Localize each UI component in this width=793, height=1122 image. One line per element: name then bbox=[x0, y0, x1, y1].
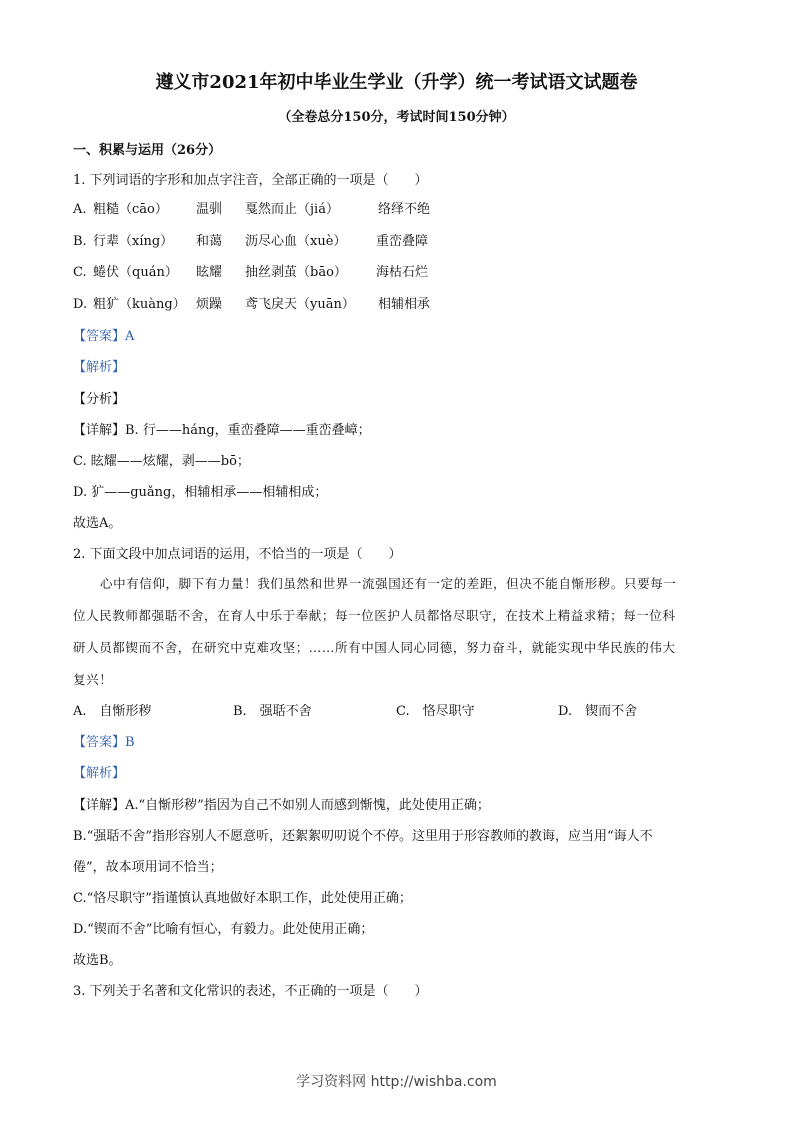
q2-conclusion: 故选B。 bbox=[73, 953, 122, 968]
option-word: 戛然而止（jiá） bbox=[245, 202, 339, 217]
option-word: 烦躁 bbox=[196, 297, 223, 312]
question-1-stem: 1. 下列词语的字形和加点字注音，全部正确的一项是（ ） bbox=[73, 173, 428, 188]
page-title: 遵义市2021年初中毕业生学业（升学）统一考试语文试题卷 bbox=[155, 72, 638, 93]
page-subtitle: （全卷总分150分，考试时间150分钟） bbox=[278, 110, 515, 125]
question-2-stem: 2. 下面文段中加点词语的运用，不恰当的一项是（ ） bbox=[73, 547, 402, 562]
q2-answer: 【答案】B bbox=[73, 735, 135, 750]
option-word: 重峦叠障 bbox=[376, 234, 429, 249]
q2-option-b: B. 强聒不舍 bbox=[233, 704, 312, 719]
option-word: 海枯石烂 bbox=[376, 265, 429, 280]
q1-detail-d: D. 犷——guǎng，相辅相承——相辅相成； bbox=[73, 485, 328, 500]
q1-answer: 【答案】A bbox=[73, 329, 135, 344]
section-heading: 一、积累与运用（26分） bbox=[73, 143, 222, 158]
q2-passage-line: 研人员都锲而不舍，在研究中克难攻坚；……所有中国人同心同德，努力奋斗，就能实现中华民族的伟大 bbox=[73, 640, 676, 655]
q1-analysis-label: 【解析】 bbox=[73, 360, 126, 375]
q2-option-c: C. 恪尽职守 bbox=[396, 704, 475, 719]
q2-passage-line: 心中有信仰，脚下有力量！我们虽然和世界一流强国还有一定的差距，但决不能自惭形秽。只要每一 bbox=[100, 576, 677, 591]
option-word: 相辅相承 bbox=[378, 297, 431, 312]
q2-option-a: A. 自惭形秽 bbox=[73, 704, 152, 719]
q1-detail: 【详解】B. 行——háng，重峦叠障——重峦叠嶂； bbox=[73, 423, 371, 438]
option-letter: A. bbox=[73, 202, 87, 217]
q2-option-d: D. 锲而不舍 bbox=[558, 704, 638, 719]
option-word: 粗犷（kuàng） bbox=[93, 297, 186, 312]
q2-detail-b: B.“强聒不舍”指形容别人不愿意听，还絮絮叨叨说个不停。这里用于形容教师的教诲，应当用“诲人不 bbox=[73, 829, 653, 844]
option-word: 抽丝剥茧（bāo） bbox=[245, 265, 347, 280]
option-letter: C. bbox=[73, 265, 87, 280]
option-word: 沥尽心血（xuè） bbox=[245, 234, 347, 249]
q2-passage-line: 位人民教师都强聒不舍，在育人中乐于奉献；每一位医护人员都恪尽职守，在技术上精益求精；每一位科 bbox=[73, 608, 676, 623]
option-word: 络绎不绝 bbox=[378, 202, 431, 217]
q2-analysis-label: 【解析】 bbox=[73, 766, 126, 781]
option-word: 蜷伏（quán） bbox=[93, 265, 178, 280]
option-word: 和蔼 bbox=[196, 234, 223, 249]
q1-conclusion: 故选A。 bbox=[73, 516, 122, 531]
option-word: 粗糙（cāo） bbox=[93, 202, 168, 217]
option-letter: D. bbox=[73, 297, 88, 312]
q2-detail-c: C.“恪尽职守”指谨慎认真地做好本职工作，此处使用正确； bbox=[73, 891, 412, 906]
option-letter: B. bbox=[73, 234, 87, 249]
option-word: 眩耀 bbox=[196, 265, 223, 280]
q1-fenxi-label: 【分析】 bbox=[73, 392, 126, 407]
option-word: 行辈（xíng） bbox=[93, 234, 174, 249]
q2-detail-b-cont: 倦”，故本项用词不恰当； bbox=[73, 860, 223, 875]
q2-detail-a: 【详解】A.“自惭形秽”指因为自己不如别人而感到惭愧，此处使用正确； bbox=[73, 798, 490, 813]
q2-detail-d: D.“锲而不舍”比喻有恒心，有毅力。此处使用正确； bbox=[73, 922, 374, 937]
option-word: 温驯 bbox=[196, 202, 223, 217]
footer-watermark: 学习资料网 http://wishba.com bbox=[296, 1074, 497, 1090]
question-3-stem: 3. 下列关于名著和文化常识的表述，不正确的一项是（ ） bbox=[73, 984, 428, 999]
q1-detail-c: C. 眩耀——炫耀，剥——bō； bbox=[73, 454, 250, 469]
q2-passage-line: 复兴！ bbox=[73, 672, 113, 687]
option-word: 鸢飞戾天（yuān） bbox=[245, 297, 355, 312]
